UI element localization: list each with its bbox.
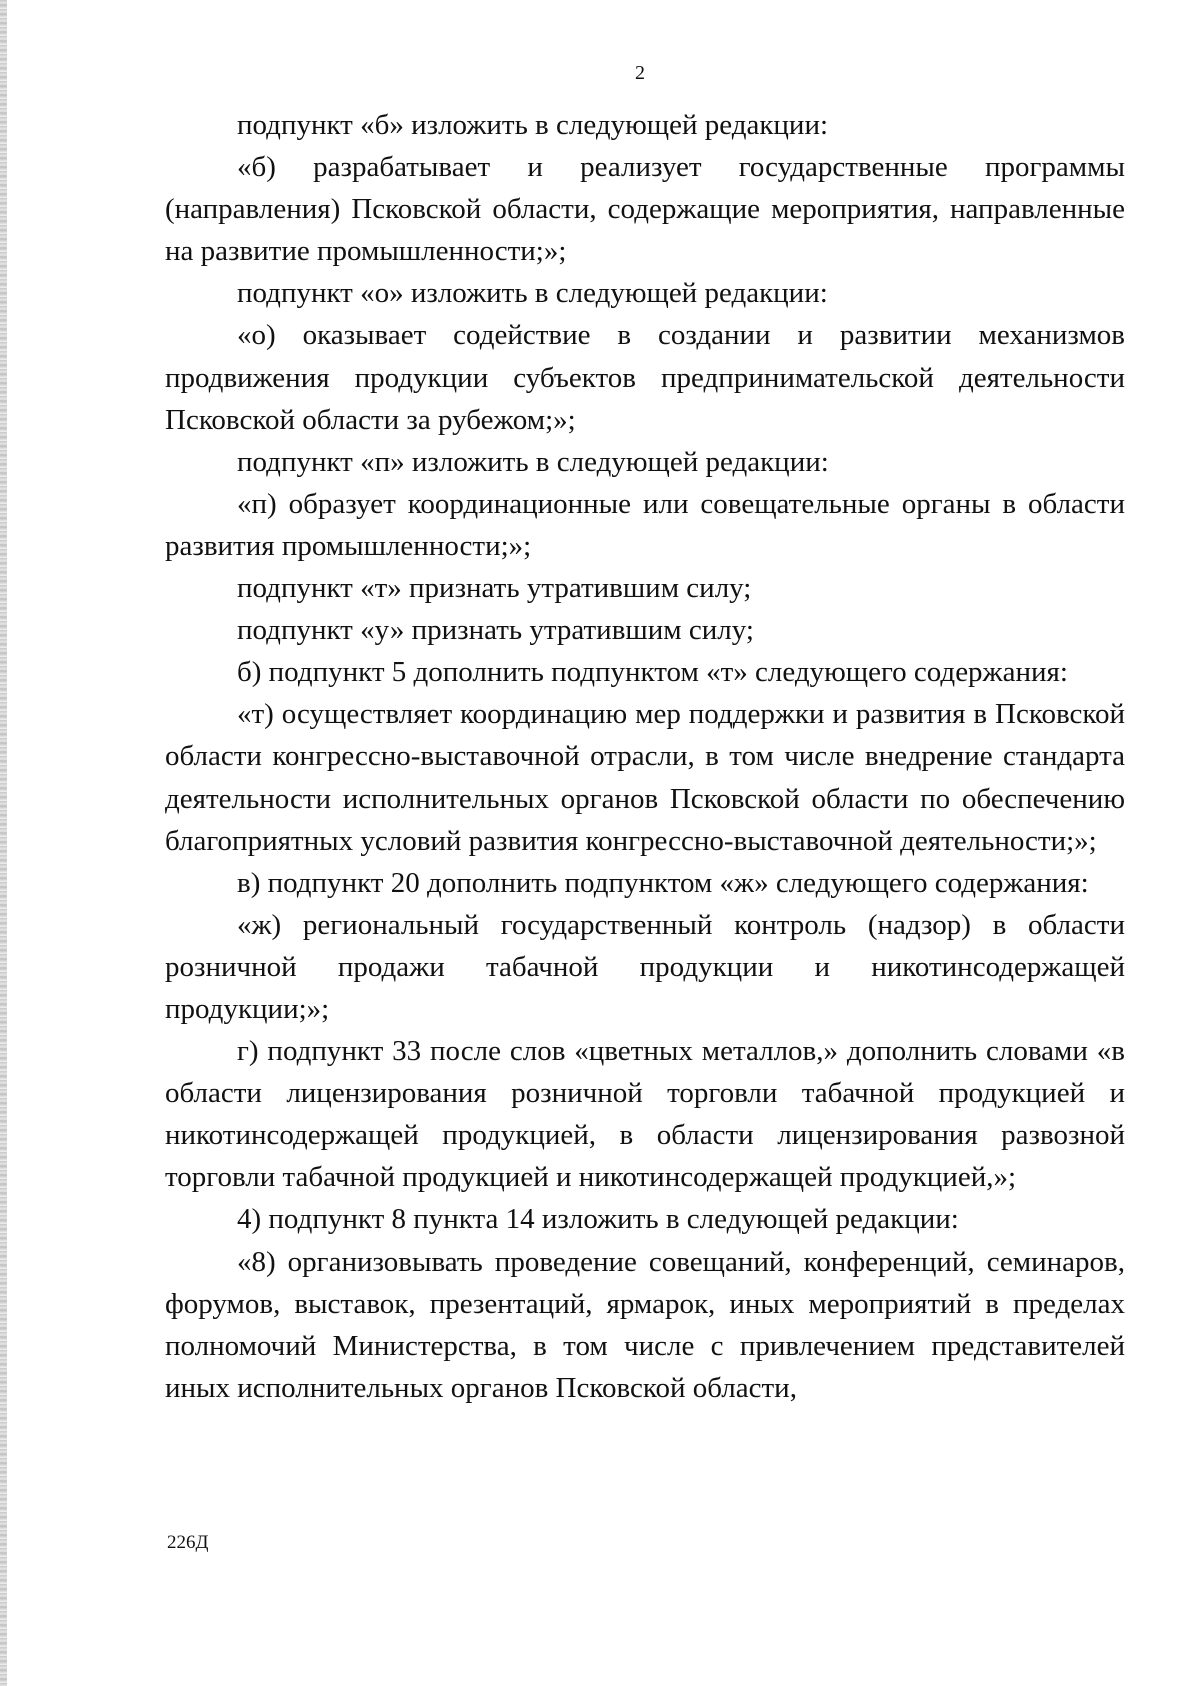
paragraph-11: в) подпункт 20 дополнить подпунктом «ж» следующего содержания: (237, 866, 1089, 899)
paragraph-15: «8) организовывать проведение совещаний, конференций, семинаров, форумов, выставок, презентаций, ярмарок, иных мероприятий в пределах полномочий Министерства, в том числе с привлечением представителей иных исполнительных органов Псковской области, (165, 1245, 1125, 1404)
paragraph-13: г) подпункт 33 после слов «цветных металлов,» дополнить словами «в области лицензирования розничной торговли табачной продукцией и никотинсодержащей продукцией, в области лицензирования развозной торговли табачной продукцией и никотинсодержащей продукцией,»; (165, 1035, 1125, 1194)
paragraph-5: подпункт «п» изложить в следующей редакции: (237, 445, 829, 478)
document-code: 226Д (167, 1532, 209, 1553)
paragraph-12: «ж) региональный государственный контроль (надзор) в области розничной продажи табачной продукции и никотинсодержащей продукции;»; (165, 908, 1125, 1025)
paragraph-8: подпункт «у» признать утратившим силу; (237, 614, 754, 647)
paragraph-2: «б) разрабатывает и реализует государственные программы (направления) Псковской области, содержащие мероприятия, направленные на развитие промышленности;»; (165, 151, 1125, 268)
paragraph-14: 4) подпункт 8 пункта 14 изложить в следующей редакции: (237, 1203, 959, 1236)
paragraph-10: «т) осуществляет координацию мер поддержки и развития в Псковской области конгрессно-выставочной отрасли, в том числе внедрение стандарта деятельности исполнительных органов Псковской области по обеспечению благоприятных условий развития конгрессно-выставочной деятельности;»; (165, 698, 1125, 857)
paragraph-7: подпункт «т» признать утратившим силу; (237, 572, 752, 605)
paragraph-3: подпункт «о» изложить в следующей редакции: (237, 277, 828, 310)
paragraph-4: «о) оказывает содействие в создании и развитии механизмов продвижения продукции субъектов предпринимательской деятельности Псковской области за рубежом;»; (165, 319, 1125, 436)
paragraph-9: б) подпункт 5 дополнить подпунктом «т» следующего содержания: (237, 656, 1068, 689)
page-number: 2 (635, 62, 645, 84)
scan-edge (0, 0, 7, 1686)
document-body (165, 104, 1125, 1409)
paragraph-1: подпункт «б» изложить в следующей редакции: (237, 109, 829, 141)
paragraph-6: «п) образует координационные или совещательные органы в области развития промышленности;»; (165, 487, 1125, 562)
